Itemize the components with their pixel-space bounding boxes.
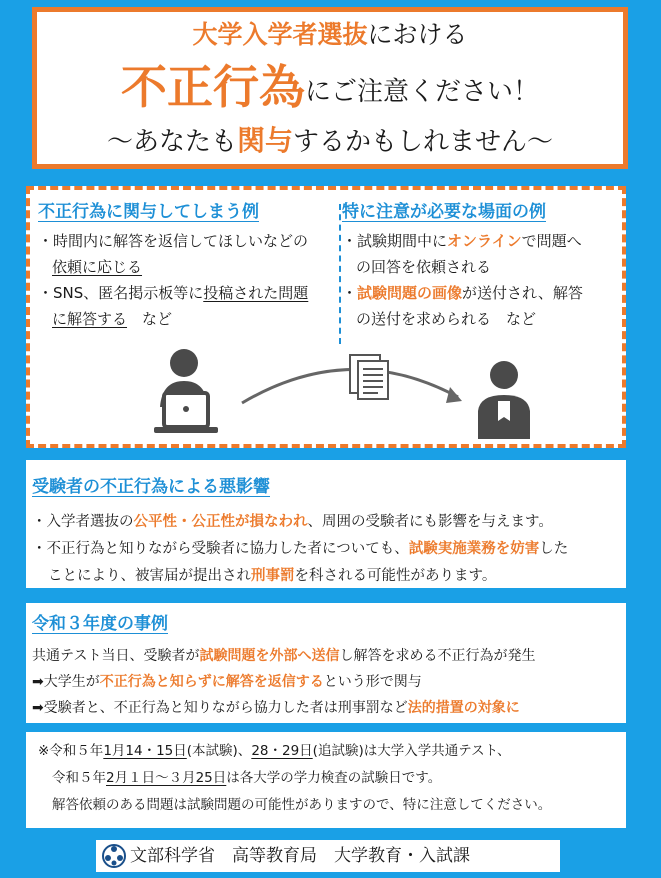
item-text: の回答を依頼される — [356, 258, 492, 276]
title-line-2 — [37, 54, 623, 125]
line-text: ・入学者選抜の — [32, 514, 134, 530]
cases-line-3 — [32, 695, 626, 721]
examples-left-item-2-cont — [38, 306, 318, 332]
examples-right-item-2 — [342, 280, 618, 306]
examples-left-heading: 不正行為に関与してしまう例 — [38, 202, 259, 222]
line-text: ことにより、被害届が提出され — [48, 568, 251, 584]
impact-panel — [26, 460, 626, 588]
illustration — [150, 345, 550, 445]
line-text: 解答依頼のある問題は試験問題の可能性がありますので、特に注意してください。 — [52, 797, 552, 813]
line-text: した — [539, 541, 569, 557]
line-text: という形で関与 — [323, 674, 422, 690]
notes-line-1 — [38, 738, 626, 765]
line-text: ➡大学生が — [32, 674, 100, 690]
line-underlined: 1月14・15日 — [103, 743, 187, 759]
examples-right-item-1 — [342, 228, 618, 254]
examples-box — [26, 186, 626, 448]
line-highlight: 公平性・公正性が損なわれ — [133, 514, 308, 530]
examples-right-item-1-cont — [342, 254, 618, 280]
notes-line-3 — [38, 792, 626, 819]
line-text: 、周囲の受験者にも影響を与えます。 — [307, 514, 553, 530]
line-highlight: 法的措置の対象に — [407, 700, 520, 716]
title-line-3-highlight: 関与 — [236, 124, 293, 157]
column-divider — [339, 204, 341, 344]
student-laptop-icon — [154, 349, 218, 433]
cases-line-2 — [32, 669, 626, 695]
item-highlight: オンライン — [447, 232, 522, 250]
documents-icon — [350, 355, 388, 399]
notes-panel — [26, 732, 626, 828]
line-text: ※令和５年 — [38, 743, 104, 759]
title-line-3 — [37, 121, 623, 162]
item-text: で問題へ — [521, 232, 582, 250]
line-text: 共通テスト当日、受験者が — [32, 648, 200, 664]
ministry-name: 文部科学省 高等教育局 大学教育・入試課 — [130, 846, 470, 866]
line-text: を科される可能性があります。 — [294, 568, 497, 584]
item-underlined: に解答する — [52, 310, 128, 328]
impact-line-2 — [32, 536, 626, 563]
title-line-3-a: 〜あなたも — [106, 127, 237, 157]
item-text: ・試験期間中に — [342, 232, 448, 250]
line-underlined: 2月１日〜３月25日 — [106, 770, 227, 786]
examples-left-item-1 — [38, 228, 318, 254]
line-highlight: 試験実施業務を妨害 — [408, 541, 540, 557]
title-line-1-highlight: 大学入学者選抜 — [192, 20, 368, 49]
title-box — [32, 7, 628, 169]
item-text: ・ — [342, 284, 358, 302]
item-text: など — [127, 310, 173, 328]
ministry-logo-icon — [102, 843, 126, 869]
line-text: は各大学の学力検査の試験日です。 — [226, 770, 442, 786]
examples-left-item-1-cont — [38, 254, 318, 280]
impact-line-3 — [32, 563, 626, 590]
ministry-footer — [96, 840, 560, 872]
line-highlight: 不正行為と知らずに解答を返信する — [99, 674, 324, 690]
cases-line-1 — [32, 643, 626, 669]
line-text: 令和５年 — [52, 770, 106, 786]
title-line-2-rest: にご注意ください！ — [304, 77, 539, 107]
title-line-1-rest: における — [367, 20, 468, 49]
notes-line-2 — [38, 765, 626, 792]
cases-panel — [26, 603, 626, 723]
title-line-3-b: するかもしれません〜 — [293, 127, 554, 157]
line-text: し解答を求める不正行為が発生 — [339, 648, 536, 664]
line-text: ➡受験者と、不正行為と知りながら協力した者は刑事罰など — [32, 700, 408, 716]
cases-heading: 令和３年度の事例 — [32, 614, 168, 634]
impact-heading: 受験者の不正行為による悪影響 — [32, 477, 270, 497]
examples-right-heading: 特に注意が必要な場面の例 — [342, 202, 546, 222]
line-highlight: 試験問題を外部へ送信 — [199, 648, 340, 664]
examples-right-column — [342, 200, 618, 332]
title-main-highlight: 不正行為 — [120, 60, 305, 114]
helper-person-icon — [478, 361, 530, 439]
impact-line-1 — [32, 509, 626, 536]
title-line-1 — [37, 20, 623, 50]
item-text: が送付され、解答 — [462, 284, 583, 302]
line-text: ・不正行為と知りながら受験者に協力した者についても、 — [32, 541, 409, 557]
line-text: (追試験)は大学入学共通テスト、 — [312, 743, 511, 759]
item-text: ・時間内に解答を返信してほしいなどの — [38, 232, 309, 250]
line-underlined: 28・29日 — [251, 743, 313, 759]
examples-left-column — [38, 200, 318, 332]
line-text: (本試験)、 — [186, 743, 252, 759]
item-underlined: 依頼に応じる — [52, 258, 143, 276]
line-highlight: 刑事罰 — [251, 568, 295, 584]
item-text: ・SNS、匿名掲示板等に — [38, 284, 204, 302]
item-highlight: 試験問題の画像 — [357, 284, 463, 302]
examples-right-item-2-cont — [342, 306, 618, 332]
item-text: の送付を求められる など — [356, 310, 537, 328]
item-underlined: 投稿された問題 — [203, 284, 309, 302]
examples-left-item-2 — [38, 280, 318, 306]
